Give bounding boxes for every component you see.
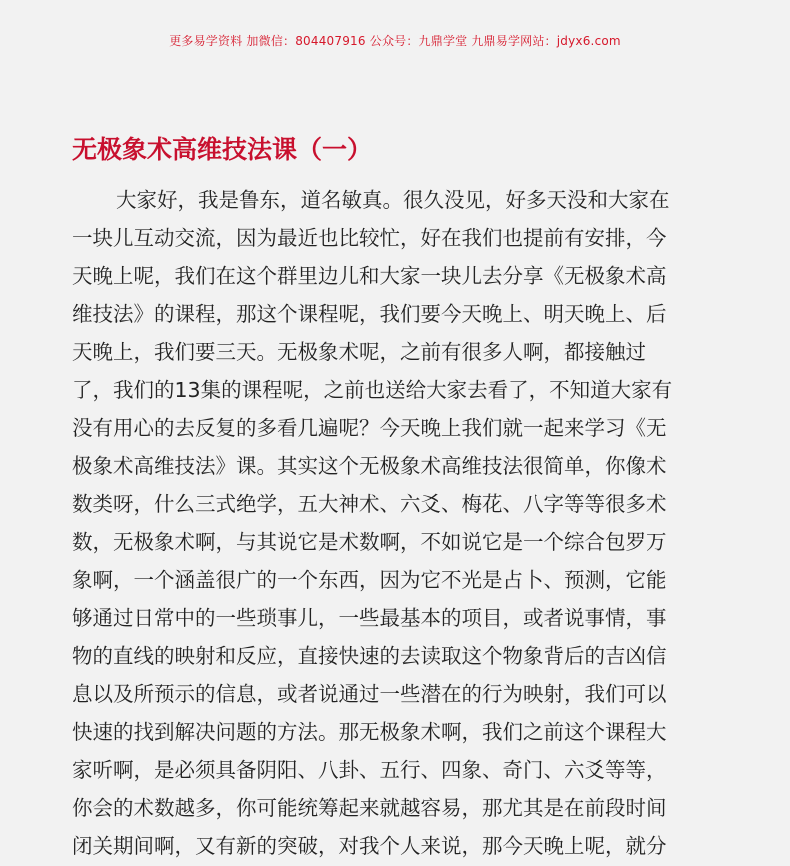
paragraph-line: 你会的术数越多，你可能统筹起来就越容易，那尤其是在前段时间 — [72, 796, 667, 820]
paragraph-line: 息以及所预示的信息，或者说通过一些潜在的行为映射，我们可以 — [72, 682, 667, 706]
paragraph-line: 大家好，我是鲁东，道名敏真。很久没见，好多天没和大家在 — [116, 188, 670, 212]
paragraph-line: 快速的找到解决问题的方法。那无极象术啊，我们之前这个课程大 — [72, 720, 667, 744]
paragraph-line: 数，无极象术啊，与其说它是术数啊，不如说它是一个综合包罗万 — [72, 530, 667, 554]
paragraph-line: 一块儿互动交流，因为最近也比较忙，好在我们也提前有安排，今 — [72, 226, 667, 250]
paragraph-line: 天晚上，我们要三天。无极象术呢，之前有很多人啊，都接触过 — [72, 340, 646, 364]
paragraph-line: 极象术高维技法》课。其实这个无极象术高维技法很简单，你像术 — [72, 454, 667, 478]
paragraph-line: 了，我们的13集的课程呢，之前也送给大家去看了，不知道大家有 — [72, 378, 673, 402]
paragraph-line: 闭关期间啊，又有新的突破，对我个人来说，那今天晚上呢，就分 — [72, 834, 667, 858]
document-title: 无极象术高维技法课（一） — [72, 135, 373, 164]
paragraph-line: 没有用心的去反复的多看几遍呢？今天晚上我们就一起来学习《无 — [72, 416, 667, 440]
paragraph-line: 天晚上呢，我们在这个群里边儿和大家一块儿去分享《无极象术高 — [72, 264, 667, 288]
document-body — [72, 181, 722, 865]
paragraph-line: 物的直线的映射和反应，直接快速的去读取这个物象背后的吉凶信 — [72, 644, 667, 668]
paragraph-line: 维技法》的课程，那这个课程呢，我们要今天晚上、明天晚上、后 — [72, 302, 667, 326]
paragraph-line: 数类呀，什么三式绝学，五大神术、六爻、梅花、八字等等很多术 — [72, 492, 667, 516]
paragraph-line: 够通过日常中的一些琐事儿，一些最基本的项目，或者说事情，事 — [72, 606, 667, 630]
promo-header: 更多易学资料 加微信：804407916 公众号：九鼎学堂 九鼎易学网站：jdyx6.com — [169, 34, 621, 48]
paragraph-line: 象啊，一个涵盖很广的一个东西，因为它不光是占卜、预测，它能 — [72, 568, 667, 592]
paragraph-line: 家听啊，是必须具备阴阳、八卦、五行、四象、奇门、六爻等等， — [72, 758, 667, 782]
